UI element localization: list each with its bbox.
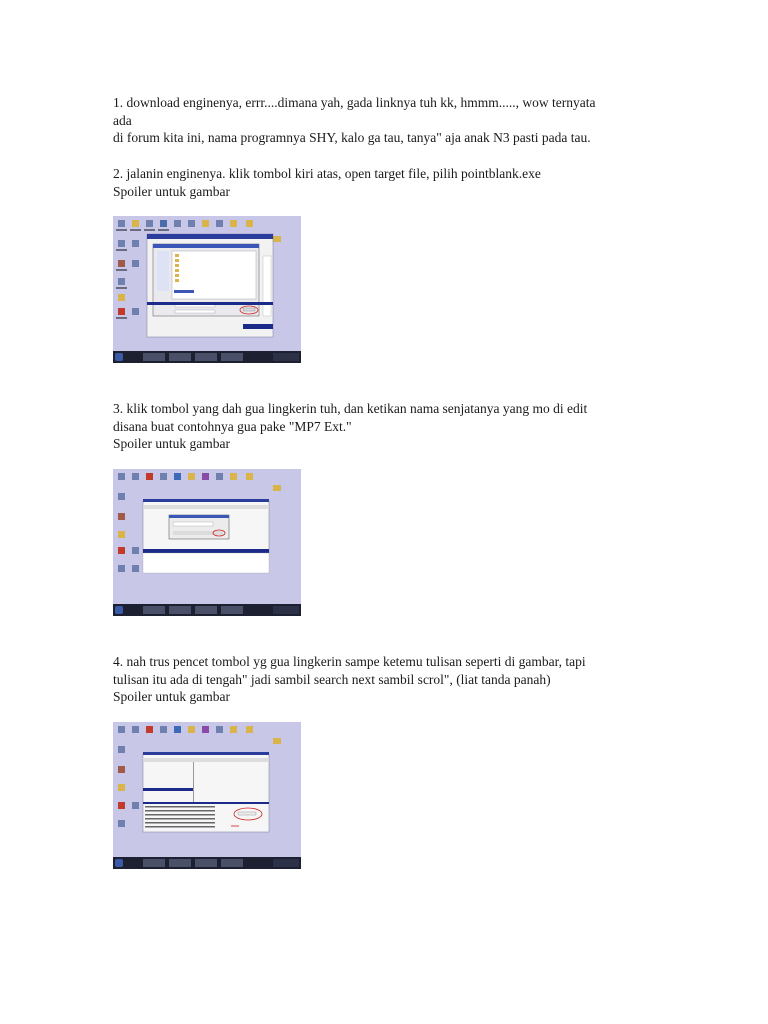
step-2-paragraph	[113, 165, 673, 200]
step-3-paragraph	[113, 400, 673, 453]
step-3-screenshot	[113, 469, 301, 616]
step-4-spoiler-label: Spoiler untuk gambar	[113, 689, 230, 704]
step-2-spoiler-label: Spoiler untuk gambar	[113, 183, 230, 199]
step-4-paragraph	[113, 653, 673, 706]
step-4-screenshot	[113, 722, 301, 869]
step-1-paragraph	[113, 94, 673, 147]
step-2-screenshot	[113, 216, 301, 363]
step-4-line-2: tulisan itu ada di tengah" jadi sambil search next sambil scrol", (liat tanda panah)	[113, 671, 551, 687]
step-3-line-1: 3. klik tombol yang dah gua lingkerin tuh, dan ketikan nama senjatanya yang mo di edit	[113, 401, 588, 416]
step-3-line-2: disana buat contohnya gua pake "MP7 Ext."	[113, 418, 352, 434]
step-1-line-2: ada	[113, 112, 132, 128]
step-1-line-1: 1. download enginenya, errr....dimana yah, gada linknya tuh kk, hmmm....., wow ternyata	[113, 95, 596, 110]
step-3-spoiler-label: Spoiler untuk gambar	[113, 436, 230, 451]
step-2-line-1: 2. jalanin enginenya. klik tombol kiri atas, open target file, pilih pointblank.exe	[113, 166, 541, 181]
step-1-line-3: di forum kita ini, nama programnya SHY, kalo ga tau, tanya" aja anak N3 pasti pada tau.	[113, 130, 591, 145]
step-4-line-1: 4. nah trus pencet tombol yg gua lingkerin sampe ketemu tulisan seperti di gambar, tapi	[113, 654, 586, 669]
